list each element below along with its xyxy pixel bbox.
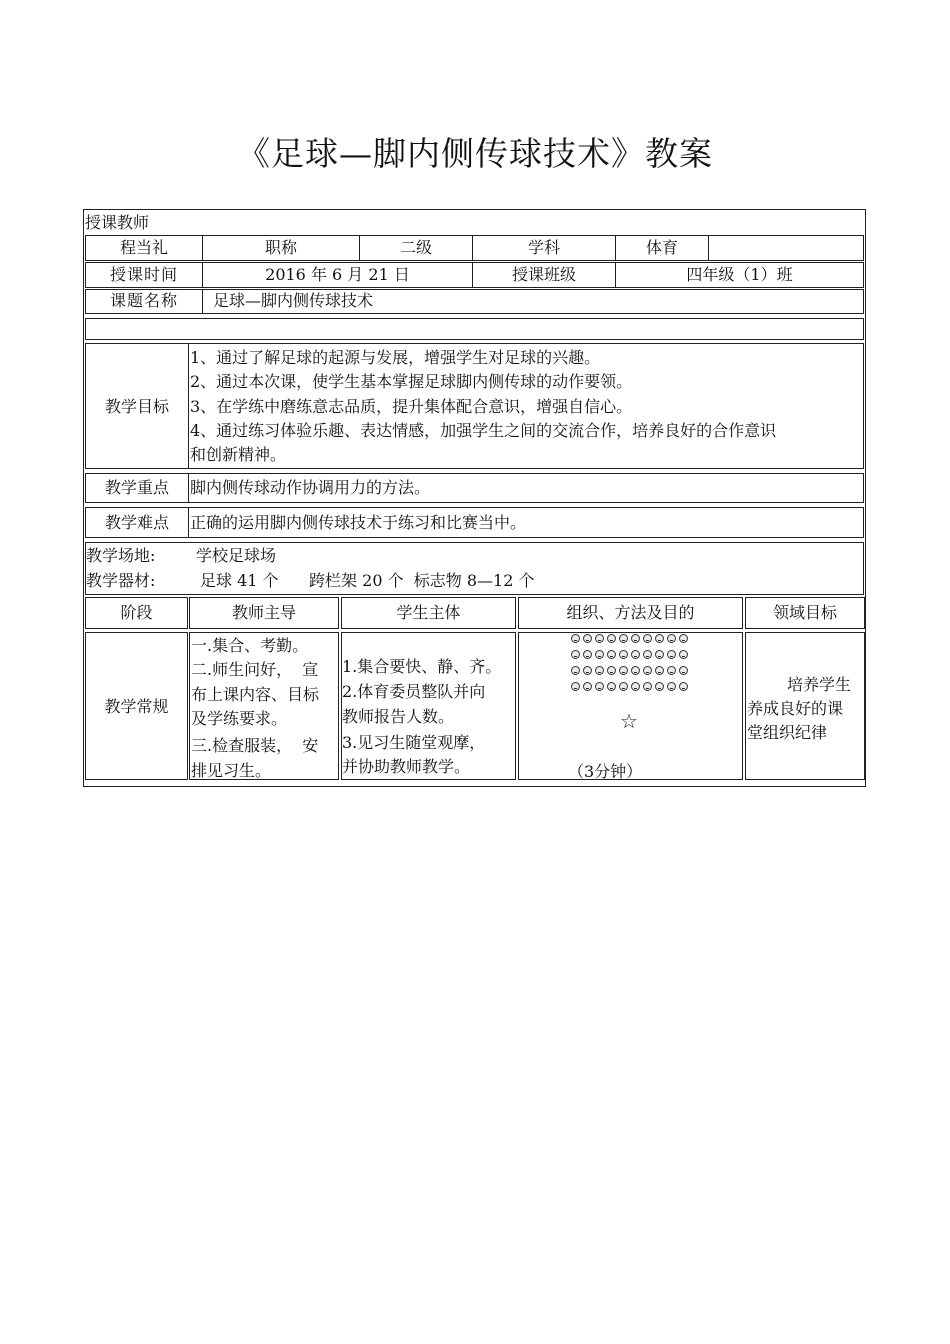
- student-face-icon: [631, 666, 640, 675]
- objective-line-1: 1、通过了解足球的起源与发展，增强学生对足球的兴趣。: [190, 348, 601, 367]
- spacer-row: [85, 318, 864, 340]
- objectives-label: 教学目标: [104, 397, 169, 416]
- student-face-icon: [643, 650, 652, 659]
- student-face-icon: [631, 682, 640, 691]
- venue-label: 教学场地:: [86, 546, 156, 565]
- teacher-line-4: 及学练要求。: [191, 709, 288, 728]
- key-point-value: 脚内侧传球动作协调用力的方法。: [190, 478, 431, 497]
- rank-label: 职称: [264, 238, 297, 257]
- objective-line-5: 和创新精神。: [190, 445, 287, 464]
- student-line-4: 3.见习生随堂观摩，: [342, 733, 486, 752]
- student-face-icon: [595, 650, 604, 659]
- header-goal: 领域目标: [772, 603, 837, 622]
- student-face-icon: [607, 634, 616, 643]
- student-face-icon: [607, 682, 616, 691]
- header-student: 学生主体: [396, 603, 461, 622]
- student-face-icon: [667, 634, 676, 643]
- class-label: 授课班级: [511, 265, 576, 284]
- student-face-icon: [631, 650, 640, 659]
- student-face-icon: [679, 634, 688, 643]
- header-stage: 阶段: [120, 603, 153, 622]
- student-face-icon: [679, 666, 688, 675]
- student-face-icon: [643, 666, 652, 675]
- student-face-icon: [595, 682, 604, 691]
- teacher-label: 授课教师: [85, 213, 150, 232]
- student-face-icon: [655, 666, 664, 675]
- goal-line-1: 培养学生: [787, 675, 852, 694]
- time-value: 2016 年 6 月 21 日: [265, 265, 410, 284]
- student-face-icon: [643, 634, 652, 643]
- venue-value: 学校足球场: [196, 546, 277, 565]
- teacher-line-5: 三.检查服装， 安: [191, 736, 319, 755]
- topic-label: 课题名称: [109, 291, 178, 310]
- student-line-2: 2.体育委员整队并向: [342, 682, 486, 701]
- difficulty-value: 正确的运用脚内侧传球技术于练习和比赛当中。: [190, 513, 527, 532]
- student-face-icon: [619, 634, 628, 643]
- objective-line-4: 4、通过练习体验乐趣、表达情感，加强学生之间的交流合作，培养良好的合作意识: [190, 421, 777, 440]
- student-face-icon: [619, 650, 628, 659]
- class-value: 四年级（1）班: [686, 265, 793, 284]
- subject-label: 学科: [527, 238, 560, 257]
- student-line-3: 教师报告人数。: [342, 707, 455, 726]
- difficulty-label: 教学难点: [104, 513, 169, 532]
- student-face-icon: [595, 634, 604, 643]
- subject-value: 体育: [645, 238, 678, 257]
- student-face-icon: [571, 650, 580, 659]
- student-face-icon: [655, 650, 664, 659]
- student-face-icon: [667, 682, 676, 691]
- student-line-1: 1.集合要快、静、齐。: [342, 657, 502, 676]
- student-face-icon: [607, 650, 616, 659]
- student-face-icon: [679, 650, 688, 659]
- key-point-label: 教学重点: [104, 478, 169, 497]
- student-face-icon: [571, 666, 580, 675]
- teacher-name: 程当礼: [119, 238, 168, 257]
- student-face-icon: [643, 682, 652, 691]
- equipment-label: 教学器材:: [86, 571, 156, 590]
- goal-line-3: 堂组织纪律: [747, 723, 828, 742]
- goal-line-2: 养成良好的课: [747, 699, 844, 718]
- student-face-icon: [667, 666, 676, 675]
- teacher-line-6: 排见习生。: [191, 761, 272, 780]
- rank-value: 二级: [399, 238, 432, 257]
- student-face-icon: [679, 682, 688, 691]
- student-face-icon: [571, 634, 580, 643]
- student-face-icon: [667, 650, 676, 659]
- student-face-icon: [619, 666, 628, 675]
- teacher-line-2: 二.师生问好， 宣: [191, 660, 319, 679]
- teacher-star-icon: ☆: [620, 709, 638, 733]
- header-method: 组织、方法及目的: [566, 603, 695, 622]
- stage-name: 教学常规: [104, 697, 169, 716]
- student-face-icon: [631, 634, 640, 643]
- student-formation: [571, 634, 691, 700]
- objective-line-3: 3、在学练中磨练意志品质，提升集体配合意识，增强自信心。: [190, 397, 633, 416]
- student-face-icon: [655, 634, 664, 643]
- student-face-icon: [595, 666, 604, 675]
- teacher-line-1: 一.集合、考勤。: [191, 636, 309, 655]
- student-face-icon: [583, 666, 592, 675]
- topic-value: 足球—脚内侧传球技术: [213, 291, 374, 310]
- header-teacher: 教师主导: [231, 603, 296, 622]
- equipment-value: 足球 41 个 跨栏架 20 个 标志物 8—12 个: [200, 571, 535, 590]
- student-face-icon: [583, 682, 592, 691]
- student-face-icon: [583, 634, 592, 643]
- student-face-icon: [583, 650, 592, 659]
- duration: （3分钟）: [568, 762, 643, 781]
- teacher-line-3: 布上课内容、目标: [191, 685, 320, 704]
- student-face-icon: [607, 666, 616, 675]
- empty-cell: [708, 235, 864, 261]
- time-label: 授课时间: [109, 265, 178, 284]
- objective-line-2: 2、通过本次课，使学生基本掌握足球脚内侧传球的动作要领。: [190, 372, 633, 391]
- page-title: 《足球—脚内侧传球技术》教案: [237, 134, 713, 173]
- student-line-5: 并协助教师教学。: [342, 757, 471, 776]
- student-face-icon: [619, 682, 628, 691]
- student-face-icon: [571, 682, 580, 691]
- student-face-icon: [655, 682, 664, 691]
